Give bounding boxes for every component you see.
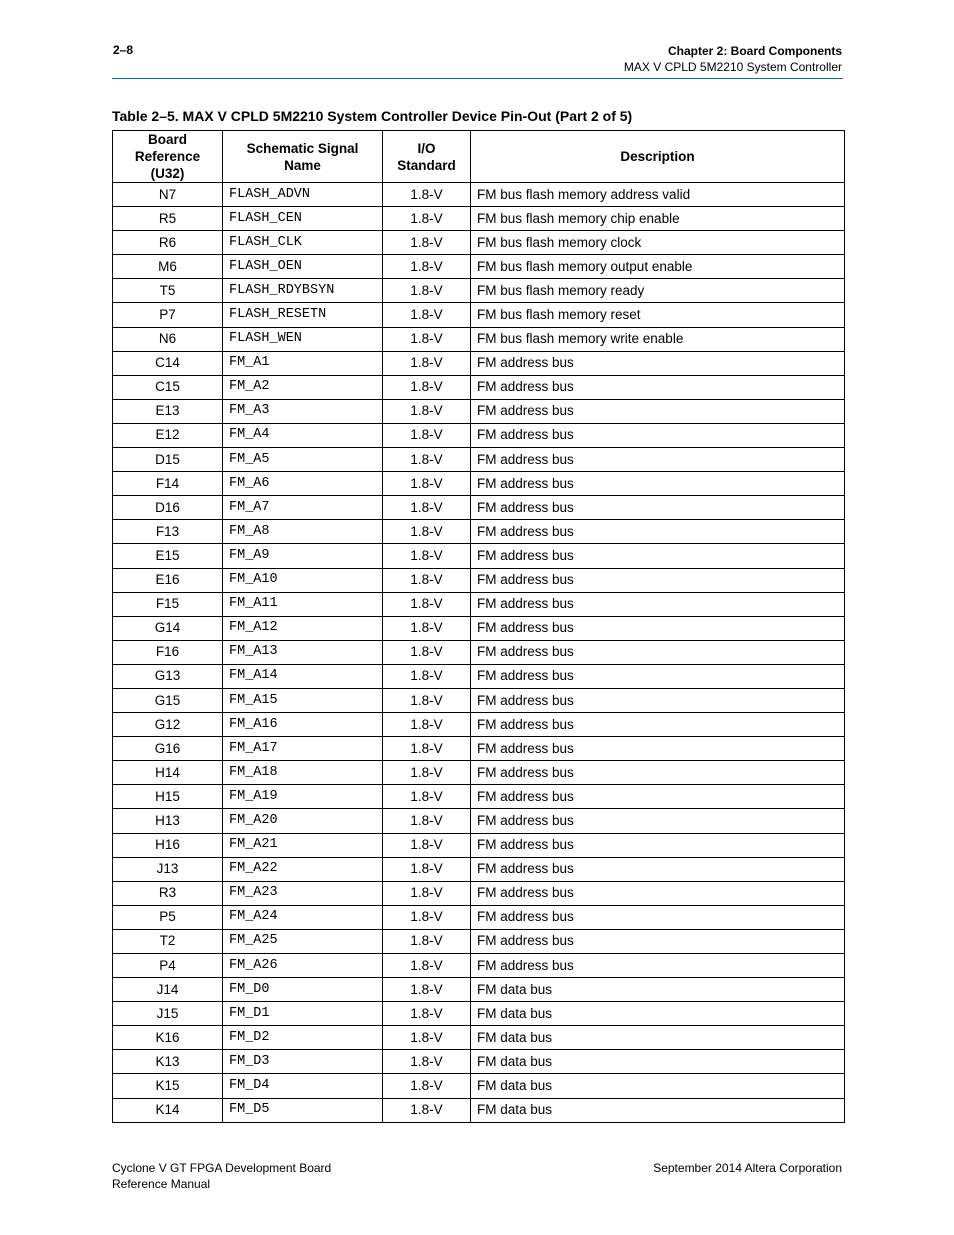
board-reference-cell: P7: [113, 303, 223, 327]
signal-name-cell: FM_A14: [223, 664, 383, 688]
footer-left: [112, 1160, 331, 1192]
description-cell: FM address bus: [471, 568, 845, 592]
io-standard-cell: 1.8-V: [383, 905, 471, 929]
description-cell: FM bus flash memory reset: [471, 303, 845, 327]
description-cell: FM data bus: [471, 1026, 845, 1050]
description-cell: FM address bus: [471, 737, 845, 761]
board-reference-cell: E13: [113, 399, 223, 423]
description-cell: FM address bus: [471, 375, 845, 399]
table-row: [113, 1050, 845, 1074]
signal-name-cell: FM_A9: [223, 544, 383, 568]
column-header-description: Description: [471, 131, 845, 183]
table-row: [113, 954, 845, 978]
board-reference-cell: N7: [113, 183, 223, 207]
description-cell: FM address bus: [471, 496, 845, 520]
signal-name-cell: FM_D4: [223, 1074, 383, 1098]
signal-name-cell: FM_A1: [223, 351, 383, 375]
description-cell: FM address bus: [471, 351, 845, 375]
board-reference-cell: C15: [113, 375, 223, 399]
board-reference-cell: D15: [113, 448, 223, 472]
table-row: [113, 664, 845, 688]
board-reference-cell: H16: [113, 833, 223, 857]
description-cell: FM address bus: [471, 881, 845, 905]
signal-name-cell: FLASH_ADVN: [223, 183, 383, 207]
signal-name-cell: FM_A3: [223, 399, 383, 423]
board-reference-cell: D16: [113, 496, 223, 520]
table-row: [113, 1098, 845, 1122]
footer-doc-type: Reference Manual: [112, 1177, 211, 1191]
io-standard-cell: 1.8-V: [383, 255, 471, 279]
description-cell: FM address bus: [471, 688, 845, 712]
signal-name-cell: FM_A7: [223, 496, 383, 520]
io-standard-cell: 1.8-V: [383, 520, 471, 544]
io-standard-cell: 1.8-V: [383, 713, 471, 737]
table-row: [113, 520, 845, 544]
io-standard-cell: 1.8-V: [383, 496, 471, 520]
description-cell: FM bus flash memory chip enable: [471, 207, 845, 231]
board-reference-cell: K13: [113, 1050, 223, 1074]
table-row: [113, 1002, 845, 1026]
description-cell: FM bus flash memory output enable: [471, 255, 845, 279]
table-row: [113, 737, 845, 761]
table-body: [113, 183, 845, 1123]
board-reference-cell: F15: [113, 592, 223, 616]
signal-name-cell: FM_A23: [223, 881, 383, 905]
signal-name-cell: FM_A22: [223, 857, 383, 881]
signal-name-cell: FM_A20: [223, 809, 383, 833]
io-standard-cell: 1.8-V: [383, 978, 471, 1002]
board-reference-cell: F14: [113, 472, 223, 496]
description-cell: FM address bus: [471, 809, 845, 833]
signal-name-cell: FLASH_CLK: [223, 231, 383, 255]
io-standard-cell: 1.8-V: [383, 761, 471, 785]
table-row: [113, 809, 845, 833]
signal-name-cell: FM_A24: [223, 905, 383, 929]
board-reference-cell: H14: [113, 761, 223, 785]
description-cell: FM address bus: [471, 399, 845, 423]
table-row: [113, 1026, 845, 1050]
signal-name-cell: FM_D3: [223, 1050, 383, 1074]
board-reference-cell: R5: [113, 207, 223, 231]
header-rule: [112, 78, 843, 79]
signal-name-cell: FM_A5: [223, 448, 383, 472]
signal-name-cell: FM_D5: [223, 1098, 383, 1122]
signal-name-cell: FM_A18: [223, 761, 383, 785]
pinout-table: [112, 130, 845, 1123]
io-standard-cell: 1.8-V: [383, 857, 471, 881]
signal-name-cell: FLASH_RESETN: [223, 303, 383, 327]
table-row: [113, 279, 845, 303]
signal-name-cell: FM_D2: [223, 1026, 383, 1050]
io-standard-cell: 1.8-V: [383, 423, 471, 447]
board-reference-cell: J14: [113, 978, 223, 1002]
signal-name-cell: FM_A26: [223, 954, 383, 978]
table-row: [113, 423, 845, 447]
column-header-board-reference: Board Reference (U32): [113, 131, 223, 183]
board-reference-cell: G16: [113, 737, 223, 761]
table-row: [113, 857, 845, 881]
column-header-signal-name: Schematic Signal Name: [223, 131, 383, 183]
io-standard-cell: 1.8-V: [383, 327, 471, 351]
board-reference-cell: H13: [113, 809, 223, 833]
board-reference-cell: K15: [113, 1074, 223, 1098]
signal-name-cell: FM_A13: [223, 640, 383, 664]
table-row: [113, 761, 845, 785]
io-standard-cell: 1.8-V: [383, 544, 471, 568]
description-cell: FM data bus: [471, 1098, 845, 1122]
io-standard-cell: 1.8-V: [383, 785, 471, 809]
board-reference-cell: P4: [113, 954, 223, 978]
description-cell: FM address bus: [471, 761, 845, 785]
chapter-title: Chapter 2: Board Components: [667, 44, 842, 58]
description-cell: FM address bus: [471, 785, 845, 809]
table-row: [113, 881, 845, 905]
board-reference-cell: C14: [113, 351, 223, 375]
board-reference-cell: P5: [113, 905, 223, 929]
table-row: [113, 640, 845, 664]
description-cell: FM address bus: [471, 640, 845, 664]
table-row: [113, 833, 845, 857]
table-row: [113, 978, 845, 1002]
table-row: [113, 448, 845, 472]
io-standard-cell: 1.8-V: [383, 1050, 471, 1074]
table-row: [113, 231, 845, 255]
signal-name-cell: FM_D1: [223, 1002, 383, 1026]
io-standard-cell: 1.8-V: [383, 616, 471, 640]
io-standard-cell: 1.8-V: [383, 929, 471, 953]
signal-name-cell: FM_A17: [223, 737, 383, 761]
io-standard-cell: 1.8-V: [383, 472, 471, 496]
description-cell: FM bus flash memory ready: [471, 279, 845, 303]
table-row: [113, 351, 845, 375]
board-reference-cell: T2: [113, 929, 223, 953]
board-reference-cell: R6: [113, 231, 223, 255]
signal-name-cell: FM_A19: [223, 785, 383, 809]
io-standard-cell: 1.8-V: [383, 737, 471, 761]
io-standard-cell: 1.8-V: [383, 954, 471, 978]
io-standard-cell: 1.8-V: [383, 881, 471, 905]
io-standard-cell: 1.8-V: [383, 592, 471, 616]
description-cell: FM address bus: [471, 833, 845, 857]
signal-name-cell: FLASH_WEN: [223, 327, 383, 351]
io-standard-cell: 1.8-V: [383, 568, 471, 592]
signal-name-cell: FM_A16: [223, 713, 383, 737]
description-cell: FM bus flash memory write enable: [471, 327, 845, 351]
table-row: [113, 1074, 845, 1098]
io-standard-cell: 1.8-V: [383, 351, 471, 375]
board-reference-cell: E16: [113, 568, 223, 592]
description-cell: FM address bus: [471, 423, 845, 447]
description-cell: FM address bus: [471, 905, 845, 929]
description-cell: FM address bus: [471, 713, 845, 737]
board-reference-cell: F16: [113, 640, 223, 664]
description-cell: FM address bus: [471, 592, 845, 616]
board-reference-cell: R3: [113, 881, 223, 905]
signal-name-cell: FM_A11: [223, 592, 383, 616]
description-cell: FM bus flash memory address valid: [471, 183, 845, 207]
io-standard-cell: 1.8-V: [383, 809, 471, 833]
table-row: [113, 929, 845, 953]
table-row: [113, 688, 845, 712]
signal-name-cell: FM_A8: [223, 520, 383, 544]
table-row: [113, 303, 845, 327]
table-header-row: [113, 131, 845, 183]
description-cell: FM address bus: [471, 929, 845, 953]
description-cell: FM data bus: [471, 1050, 845, 1074]
signal-name-cell: FM_A15: [223, 688, 383, 712]
io-standard-cell: 1.8-V: [383, 664, 471, 688]
table-row: [113, 592, 845, 616]
board-reference-cell: E12: [113, 423, 223, 447]
signal-name-cell: FM_A12: [223, 616, 383, 640]
io-standard-cell: 1.8-V: [383, 448, 471, 472]
table-row: [113, 568, 845, 592]
io-standard-cell: 1.8-V: [383, 207, 471, 231]
board-reference-cell: G14: [113, 616, 223, 640]
io-standard-cell: 1.8-V: [383, 1002, 471, 1026]
io-standard-cell: 1.8-V: [383, 688, 471, 712]
table-row: [113, 785, 845, 809]
signal-name-cell: FM_A10: [223, 568, 383, 592]
signal-name-cell: FM_A2: [223, 375, 383, 399]
table-row: [113, 544, 845, 568]
description-cell: FM bus flash memory clock: [471, 231, 845, 255]
description-cell: FM address bus: [471, 954, 845, 978]
io-standard-cell: 1.8-V: [383, 279, 471, 303]
io-standard-cell: 1.8-V: [383, 833, 471, 857]
footer-right: September 2014 Altera Corporation: [653, 1161, 842, 1175]
page-number: 2–8: [113, 43, 134, 57]
column-header-io-standard: I/O Standard: [383, 131, 471, 183]
signal-name-cell: FLASH_OEN: [223, 255, 383, 279]
description-cell: FM data bus: [471, 1002, 845, 1026]
table-row: [113, 905, 845, 929]
table-row: [113, 327, 845, 351]
table-row: [113, 375, 845, 399]
board-reference-cell: K14: [113, 1098, 223, 1122]
description-cell: FM address bus: [471, 448, 845, 472]
description-cell: FM address bus: [471, 520, 845, 544]
signal-name-cell: FLASH_CEN: [223, 207, 383, 231]
description-cell: FM data bus: [471, 978, 845, 1002]
board-reference-cell: J13: [113, 857, 223, 881]
board-reference-cell: J15: [113, 1002, 223, 1026]
description-cell: FM address bus: [471, 664, 845, 688]
io-standard-cell: 1.8-V: [383, 1098, 471, 1122]
board-reference-cell: G15: [113, 688, 223, 712]
signal-name-cell: FM_A25: [223, 929, 383, 953]
table-row: [113, 496, 845, 520]
board-reference-cell: H15: [113, 785, 223, 809]
table-row: [113, 399, 845, 423]
board-reference-cell: F13: [113, 520, 223, 544]
io-standard-cell: 1.8-V: [383, 640, 471, 664]
running-header: [624, 43, 842, 75]
io-standard-cell: 1.8-V: [383, 399, 471, 423]
section-title: MAX V CPLD 5M2210 System Controller: [623, 60, 842, 74]
description-cell: FM address bus: [471, 857, 845, 881]
signal-name-cell: FM_A6: [223, 472, 383, 496]
table-row: [113, 616, 845, 640]
io-standard-cell: 1.8-V: [383, 183, 471, 207]
table-row: [113, 207, 845, 231]
signal-name-cell: FM_A21: [223, 833, 383, 857]
io-standard-cell: 1.8-V: [383, 375, 471, 399]
footer-doc-title: Cyclone V GT FPGA Development Board: [112, 1161, 332, 1175]
board-reference-cell: E15: [113, 544, 223, 568]
signal-name-cell: FLASH_RDYBSYN: [223, 279, 383, 303]
description-cell: FM data bus: [471, 1074, 845, 1098]
description-cell: FM address bus: [471, 472, 845, 496]
signal-name-cell: FM_A4: [223, 423, 383, 447]
signal-name-cell: FM_D0: [223, 978, 383, 1002]
description-cell: FM address bus: [471, 544, 845, 568]
board-reference-cell: N6: [113, 327, 223, 351]
board-reference-cell: M6: [113, 255, 223, 279]
board-reference-cell: T5: [113, 279, 223, 303]
table-row: [113, 183, 845, 207]
board-reference-cell: G13: [113, 664, 223, 688]
table-row: [113, 713, 845, 737]
description-cell: FM address bus: [471, 616, 845, 640]
io-standard-cell: 1.8-V: [383, 1074, 471, 1098]
table-row: [113, 472, 845, 496]
io-standard-cell: 1.8-V: [383, 303, 471, 327]
io-standard-cell: 1.8-V: [383, 1026, 471, 1050]
board-reference-cell: G12: [113, 713, 223, 737]
table-row: [113, 255, 845, 279]
table-caption: Table 2–5. MAX V CPLD 5M2210 System Controller Device Pin-Out (Part 2 of 5): [112, 108, 633, 124]
board-reference-cell: K16: [113, 1026, 223, 1050]
io-standard-cell: 1.8-V: [383, 231, 471, 255]
